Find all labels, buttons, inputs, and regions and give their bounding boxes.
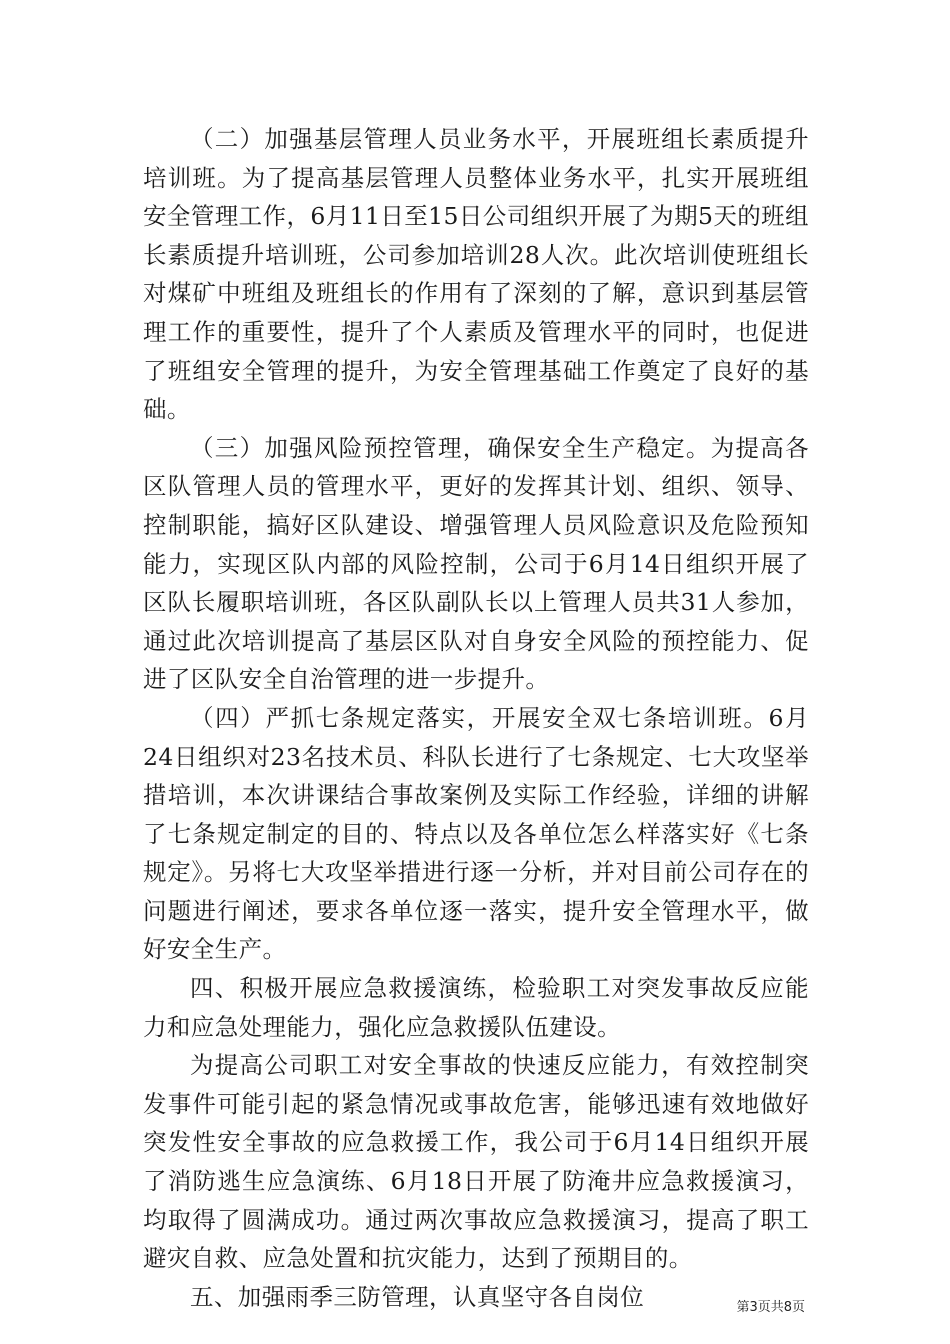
page-number: 第3页共8页 bbox=[736, 1300, 805, 1315]
paragraph-risk-control: （三）加强风险预控管理，确保安全生产稳定。为提高各区队管理人员的管理水平，更好的发挥其计划、组织、领导、控制职能，搞好区队建设、增强管理人员风险意识及危险预知能力，实现区队内部的风险控制，公司于6月14日组织开展了区队长履职培训班，各区队副队长以上管理人员共31人参加，通过此次培训提高了基层区队对自身安全风险的预控能力、促进了区队安全自治管理的进一步提升。 bbox=[143, 433, 809, 694]
section-heading-rainy-season: 五、加强雨季三防管理，认真坚守各自岗位 bbox=[190, 1282, 645, 1311]
section-heading-emergency-drill: 四、积极开展应急救援演练，检验职工对突发事故反应能力和应急处理能力，强化应急救援队伍建设。 bbox=[143, 974, 809, 1041]
paragraph-seven-rules: （四）严抓七条规定落实，开展安全双七条培训班。6月24日组织对23名技术员、科队长进行了七条规定、七大攻坚举措培训，本次讲课结合事故案例及实际工作经验，详细的讲解了七条规定制定的目的、特点以及各单位怎么样落实好《七条规定》。另将七大攻坚举措进行逐一分析，并对目前公司存在的问题进行阐述，要求各单位逐一落实，提升安全管理水平，做好安全生产。 bbox=[143, 703, 809, 964]
paragraph-training-team-leaders: （二）加强基层管理人员业务水平，开展班组长素质提升培训班。为了提高基层管理人员整体业务水平，扎实开展班组安全管理工作，6月11日至15日公司组织开展了为期5天的班组长素质提升培训班，公司参加培训28人次。此次培训使班组长对煤矿中班组及班组长的作用有了深刻的了解，意识到基层管理工作的重要性，提升了个人素质及管理水平的同时，也促进了班组安全管理的提升，为安全管理基础工作奠定了良好的基础。 bbox=[143, 125, 809, 424]
body-text bbox=[143, 120, 809, 1316]
paragraph-emergency-drill: 为提高公司职工对安全事故的快速反应能力，有效控制突发事件可能引起的紧急情况或事故危害，能够迅速有效地做好突发性安全事故的应急救援工作，我公司于6月14日组织开展了消防逃生应急演练、6月18日开展了防淹井应急救援演习，均取得了圆满成功。通过两次事故应急救援演习，提高了职工避灾自救、应急处置和抗灾能力，达到了预期目的。 bbox=[143, 1051, 809, 1273]
